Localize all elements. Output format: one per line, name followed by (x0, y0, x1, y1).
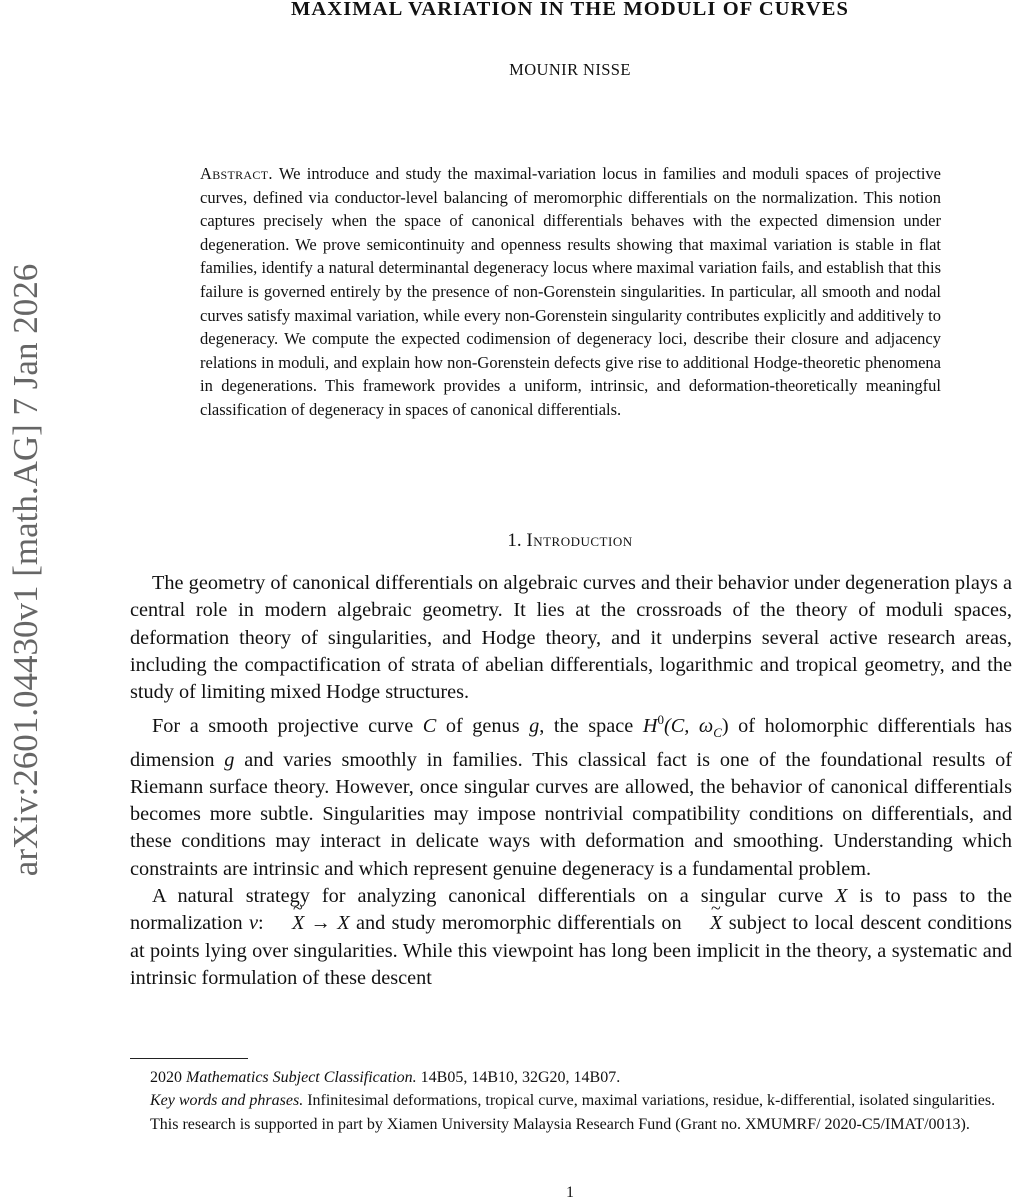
math-h0-superscript: 0 (657, 712, 664, 728)
math-genus-g-2: g (224, 748, 235, 771)
paper-title: MAXIMAL VARIATION IN THE MODULI OF CURVES (290, 0, 850, 20)
p3-text-c: and study meromorphic differentials on (349, 912, 689, 935)
math-h0-args-open: (C, ω (663, 715, 714, 738)
p3-text-b: is to pass to the normalization (130, 885, 1012, 935)
math-x-tilde-2: ~ X (688, 910, 722, 937)
msc-label: Mathematics Subject Classification. (186, 1069, 417, 1086)
section-title-text: Introduction (526, 530, 633, 551)
abstract-text: We introduce and study the maximal-variation locus in families and moduli spaces of projective curves, defined via conductor-level balancing of meromorphic differentials on the normalization. This notion captures precisely when the space of canonical differentials behaves with the expected dimension under degeneration. We prove semicontinuity and openness results showing that maximal variation is stable in flat families, identify a natural determinantal degeneracy locus where maximal variation fails, and establish that this failure is governed entirely by the presence of non-Gorenstein singularities. In particular, all smooth and nodal curves satisfy maximal variation, while every non-Gorenstein singularity contributes explicitly and additively to degeneracy. We compute the expected codimension of degeneracy loci, describe their closure and adjacency relations in moduli, and explain how non-Gorenstein defects give rise to additional Hodge-theoretic phenomena in degenerations. This framework provides a uniform, intrinsic, and deformation-theoretically meaningful classification of degeneracy in spaces of canonical differentials. (200, 164, 941, 419)
paragraph-1: The geometry of canonical differentials on algebraic curves and their behavior under degeneration plays a central role in modern algebraic geometry. It lies at the crossroads of the theory of moduli spaces, deformation theory of singularities, and Hodge theory, and it underpins several active research areas, including the compactification of strata of abelian differentials, logarithmic and tropical geometry, and the study of limiting mixed Hodge structures. (130, 572, 1012, 704)
math-h0-letter: H (642, 715, 658, 738)
arxiv-identifier-stamp (4, 195, 48, 945)
p3-text-a: A natural strategy for analyzing canonical differentials on a singular curve (152, 885, 836, 908)
abstract (200, 162, 941, 422)
footnote-funding: This research is supported in part by Xiamen University Malaysia Research Fund (Grant no. XMUMRF/ 2020-C5/IMAT/0013). (150, 1115, 970, 1133)
math-x-target: X (337, 912, 350, 935)
section-number: 1. (507, 530, 522, 551)
section-heading (130, 530, 1010, 552)
math-curve-c: C (422, 715, 437, 738)
footnote-rule (130, 1058, 248, 1059)
math-arrow: → (304, 912, 338, 935)
author-name: MOUNIR NISSE (509, 60, 631, 79)
p3-text-d: subject to local descent conditions at points lying over singularities. While this viewpoint has long been implicit in the theory, a systematic and intrinsic formulation of these descent (130, 912, 1012, 989)
msc-codes: 14B05, 14B10, 32G20, 14B07. (416, 1069, 621, 1086)
p2-text-c: , the space (539, 715, 643, 738)
p2-text-a: For a smooth projective curve (152, 715, 423, 738)
math-h0-args-close: ) (721, 715, 729, 738)
paragraph-2 (130, 706, 1012, 883)
paragraph-3 (130, 883, 1012, 992)
math-h0-subscript: C (713, 725, 722, 741)
math-genus-g: g (529, 715, 540, 738)
math-h0-space (642, 712, 729, 741)
page-number: 1 (566, 1184, 574, 1201)
arxiv-identifier-text: arXiv:2601.04430v1 [math.AG] 7 Jan 2026 (6, 263, 45, 877)
footnote-keywords (130, 1089, 1012, 1112)
p2-text-d: of holomorphic differentials has dimension (130, 715, 1012, 771)
footnote-msc (130, 1066, 1012, 1089)
p2-text-e: and varies smoothly in families. This classical fact is one of the foundational results of Riemann surface theory. However, once singular curves are allowed, the behavior of canonical differentials becomes more subtle. Singularities may impose nontrivial compatibility conditions on differentials, and these conditions may interact in delicate ways with deformation and smoothing. Understanding which constraints are intrinsic and which represent genuine degeneracy is a fundamental problem. (130, 748, 1012, 880)
math-curve-x: X (835, 885, 848, 908)
body-text (130, 570, 1012, 992)
math-nu: ν (248, 912, 258, 935)
p2-text-b: of genus (436, 715, 530, 738)
math-x-tilde: ~ X (270, 910, 304, 937)
keywords-text: Infinitesimal deformations, tropical curve, maximal variations, residue, k-differential, isolated singularities. (303, 1092, 996, 1110)
math-normalization-map (249, 912, 350, 934)
keywords-label: Key words and phrases. (150, 1092, 304, 1110)
abstract-heading: Abstract. (200, 164, 273, 183)
msc-year: 2020 (150, 1069, 186, 1086)
footnotes (130, 1066, 1012, 1136)
math-colon: : (257, 912, 270, 935)
